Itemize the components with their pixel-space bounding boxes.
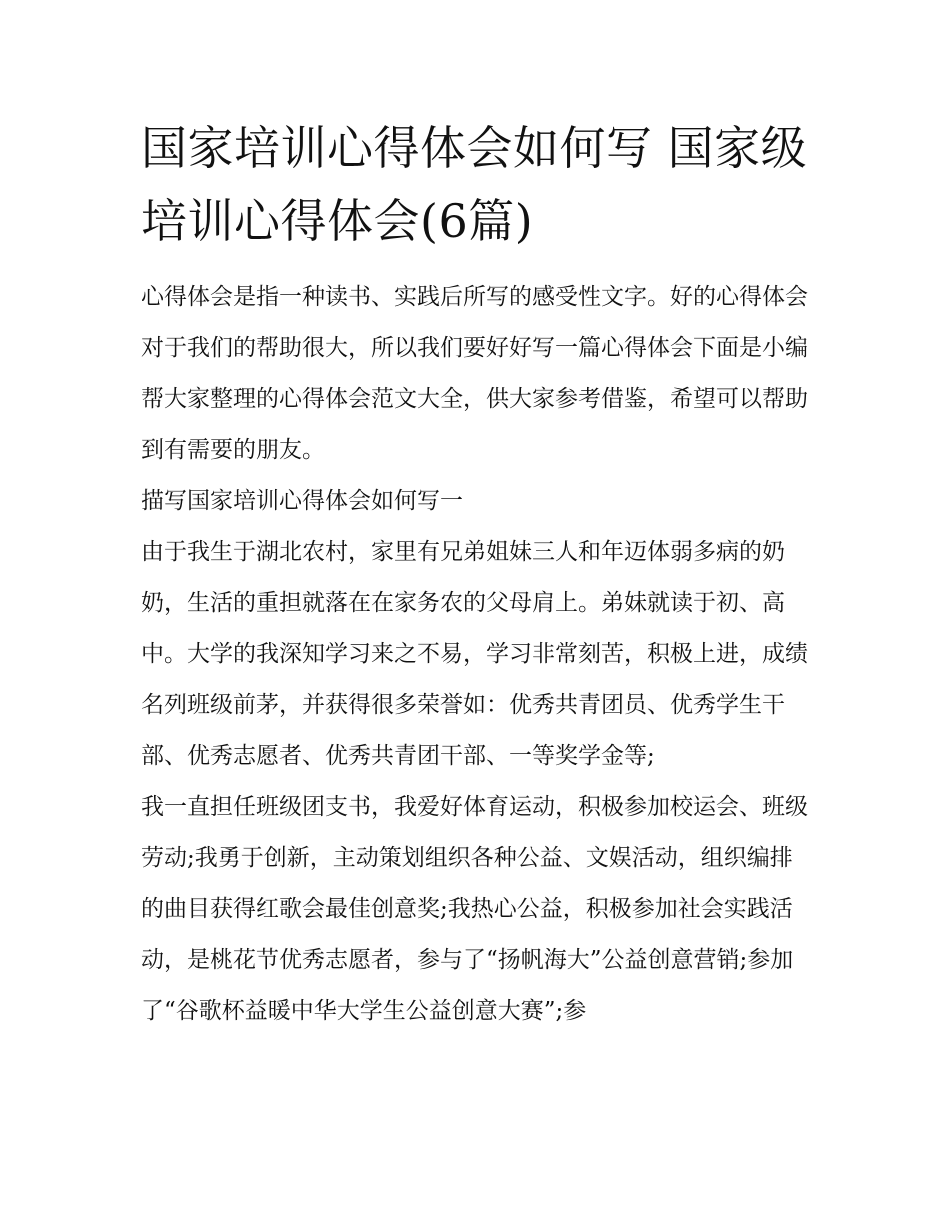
body-paragraph-2: 我一直担任班级团支书，我爱好体育运动，积极参加校运会、班级劳动;我勇于创新，主动策划组织各种公益、文娱活动，组织编排的曲目获得红歌会最佳创意奖;我热心公益，积极参加社会实践活动，是桃花节优秀志愿者，参与了“扬帆海大”公益创意营销;参加了“谷歌杯益暖中华大学生公益创意大赛”;参: [141, 794, 808, 1024]
section-heading: 描写国家培训心得体会如何写一: [141, 488, 463, 514]
intro-paragraph: 心得体会是指一种读书、实践后所写的感受性文字。好的心得体会对于我们的帮助很大，所以我们要好好写一篇心得体会下面是小编帮大家整理的心得体会范文大全，供大家参考借鉴，希望可以帮助到有需要的朋友。: [141, 284, 808, 463]
document-content: [141, 112, 813, 1037]
document-title: 国家培训心得体会如何写 国家级培训心得体会(6篇): [141, 121, 808, 248]
body-paragraph-1: 由于我生于湖北农村，家里有兄弟姐妹三人和年迈体弱多病的奶奶，生活的重担就落在在家务农的父母肩上。弟妹就读于初、高中。大学的我深知学习来之不易，学习非常刻苦，积极上进，成绩名列班级前茅，并获得很多荣誉如：优秀共青团员、优秀学生干部、优秀志愿者、优秀共青团干部、一等奖学金等;: [141, 539, 808, 769]
